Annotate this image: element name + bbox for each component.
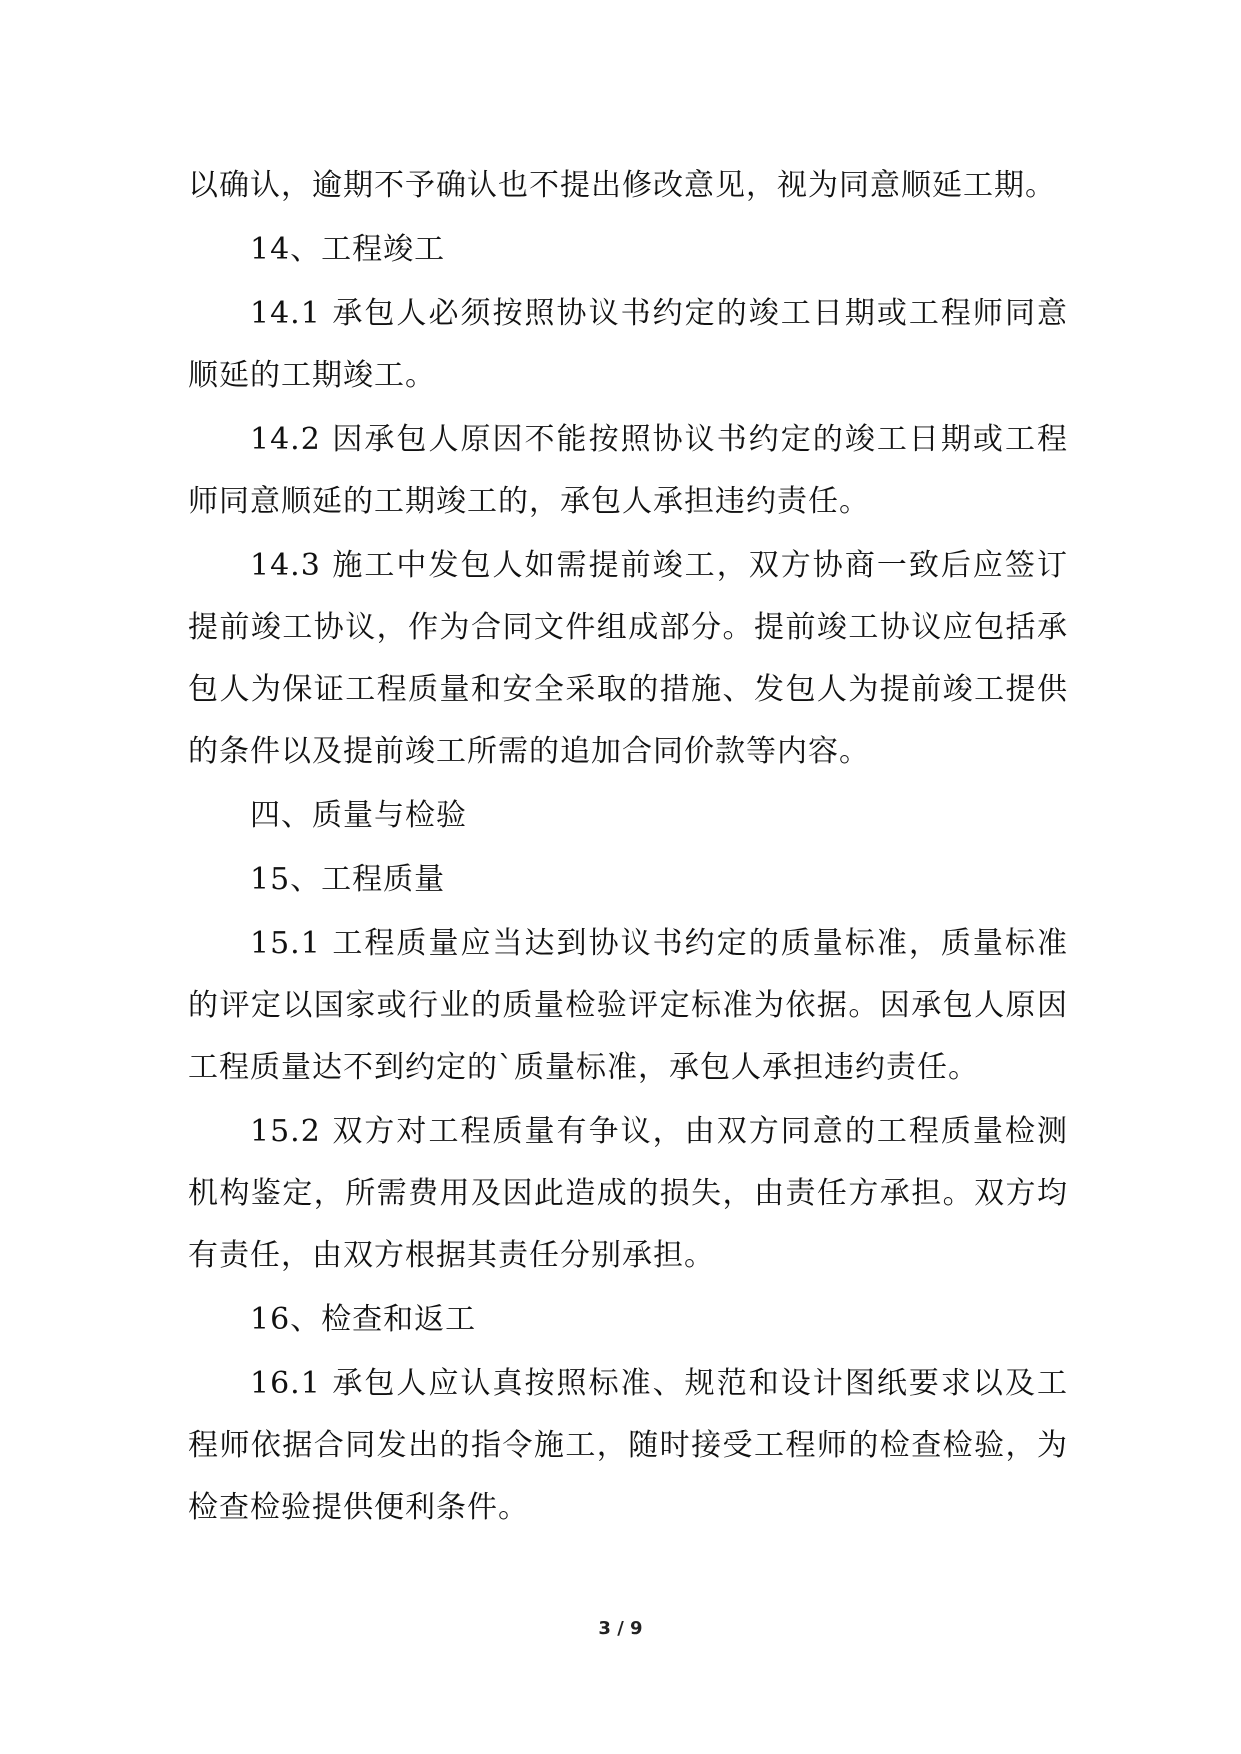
- heading-section-14: 14、工程竣工: [250, 232, 446, 267]
- heading-part-4: 四、质量与检验: [250, 798, 467, 833]
- clause-14-3: 14.3 施工中发包人如需提前竣工，双方协商一致后应签订提前竣工协议，作为合同文件组成部分。提前竣工协议应包括承包人为保证工程质量和安全采取的措施、发包人为提前竣工提供的条件以及提前竣工所需的追加合同价款等内容。: [188, 548, 1068, 769]
- paragraph-continuation: 以确认，逾期不予确认也不提出修改意见，视为同意顺延工期。: [188, 168, 1056, 203]
- heading-section-15: 15、工程质量: [250, 862, 446, 897]
- clause-14-2: 14.2 因承包人原因不能按照协议书约定的竣工日期或工程师同意顺延的工期竣工的，承包人承担违约责任。: [188, 422, 1068, 519]
- clause-15-1: 15.1 工程质量应当达到协议书约定的质量标准，质量标准的评定以国家或行业的质量检验评定标准为依据。因承包人原因工程质量达不到约定的`质量标准，承包人承担违约责任。: [188, 926, 1068, 1085]
- heading-section-16: 16、检查和返工: [250, 1302, 477, 1337]
- clause-14-1: 14.1 承包人必须按照协议书约定的竣工日期或工程师同意顺延的工期竣工。: [188, 296, 1068, 393]
- clause-15-2: 15.2 双方对工程质量有争议，由双方同意的工程质量检测机构鉴定，所需费用及因此造成的损失，由责任方承担。双方均有责任，由双方根据其责任分别承担。: [188, 1114, 1068, 1273]
- clause-16-1: 16.1 承包人应认真按照标准、规范和设计图纸要求以及工程师依据合同发出的指令施工，随时接受工程师的检查检验，为检查检验提供便利条件。: [188, 1366, 1068, 1525]
- document-body: [188, 155, 1068, 1541]
- page-number: 3 / 9: [598, 1618, 643, 1639]
